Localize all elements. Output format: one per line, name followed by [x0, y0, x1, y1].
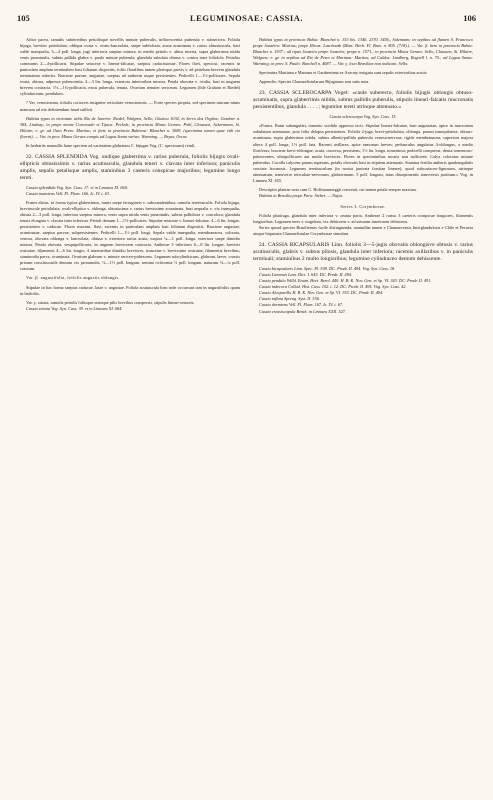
species-heading-22: 22. CASSIA SPLENDIDA Vog. undique glaberrima v. rarius puberula, foliolis bijugis ovali-ellipticis obtusissimis v. rarius acutiusculis, glandula teneri v. clavata inter inferiora; paniculis amplis, sepalis petalisque amplis, staminibus 3 casteris conspicue majoribus; legumine longo tereti. [20, 153, 240, 181]
synonym-line: Cassia crassiscapula Benth. in Linnaea XXII. 527. [259, 308, 347, 314]
synonym-line: Cassia indecora Collad. Hist. Cass. 102. t. 12. DC. Prodr. II. 495. Vog. Syn. Cass. 42. [259, 284, 407, 290]
synonym-line: Cassia pendula Willd. Enum. Hort. Berol. 440. H. B. K. Nov. Gen. et Sp. VI. 343. DC. Prodr. II. 491. [259, 278, 432, 284]
note-paragraph: Stipulae in hac forma saepius caducae, latae v. angustae. Foliola acutiuscula hinc inde occurrunt tam in angustifoliis quam in latifoliis. [20, 284, 240, 296]
note-paragraph: Descriptio plantae nota cum C. Hoffmannseggii convenit, cui tamen petala semper maxima. [259, 186, 417, 192]
page-number-left: 105 [17, 13, 30, 23]
species-heading-23: 23. CASSIA SCLEROCARPA Vogel: «caule suberecto, foliolis bijugis oblongis obtuso-acuminatis, supra glaberrimis nitidis, subtus pallidis puberulis, stipulis lineari-falcatis mucronatis persistentibus, glandula . . . . ; legumine tereti utrinque attenuato.» [253, 90, 473, 111]
page-header [17, 13, 476, 25]
right-column [253, 37, 473, 315]
running-title: LEGUMINOSAE: CASSIA. [190, 13, 303, 23]
page-number-right: 106 [463, 13, 476, 23]
note-paragraph: Series quoad species Brasilienses facile distinguenda, nonnullae tamen e Chamaecensis Interglandulosis e Chile et Peruvia atoque biquinaia Chamaefistulae Corymbosae simulant. [253, 225, 473, 237]
description-paragraph: Foliola pluriiuga, glandula inter inferiora v. omnia paria. Antherae 2 rarius 3 caeteris conspicue longiores, filamentis longioribus. Legumen teres v. turgidum, vix dehiscens v. ad suturam interiorem dehiscens. [253, 212, 473, 225]
note-paragraph: In herbariis nonnullis hane speciem ad varietatem glabratam C. bijugae Vog. (C. speciosam) retuli. [26, 142, 196, 148]
description-paragraph: Arbor parva, ramulis subteretibus petiolisque novellis minute puberulis, inflorescentia puberula v. subsericea. Foliola bijuga, breviter petiolulata, obliqua ovata v. ovato-lanceolata, saepe subfalcata, acuta acuminata v. rarius obtusiuscula, basi valde inaequalia, 3—4 poll. longa, jugi inferioris saepius minora, in medio petiolo v. altius inserta, supra glaberrima nitida venis prominulis, subtus pallida glabra v. paulo minute puberula; glandula subulata obtusa v. conica inter foliolola. Petiolus communis 2—4-pollicaris. Stipulae setaceae v. lineari-falcatae, saepius caducissimae. Flores flavi, speciosi, racemis in paniculam amplam terminalem basi foliatam dispositis, foliis floralibus tamen plerisque parvis v. ad petiolum brevem glandula terminatum redactis. Bracteae parvae, angustae, saepius ad anthesin usque persistentes. Pedicelli 1—1½-pollicares. Sepala ovata, obtusa, adpresse pubescentia, 2—3 lin. longa, exteriora interioribus minora. Petala obovata v. ovalia, basi in unguem brevem contracta, 1½—1¾-pollicaria, extus puberula, tenuia. Ovarium tenuiter sericeum. Legumen (fide Graham et Riedel) cylindraceum, pendulum. [20, 37, 240, 97]
synonym-line: Cassia inflata Spreng. Syst. II. 336. [259, 296, 320, 302]
variety-line: Var. β. angustifolia, foliolis angustis oblongis. [26, 275, 120, 281]
habitat-paragraph: Habitat in Brasilia prope Para: Sieber. — Najas. [259, 192, 344, 198]
synonym-line: Cassia splendida Vog. Syn. Cass. 17. et in Linnaea XI. 660. [26, 184, 128, 190]
synonym-line: Cassia striata Vog. Syn. Cass. 39. et in Linnaea XI. 684. [26, 305, 123, 311]
appendix-line: Appendix: Species Chamaefistularum Bijugarum non satis nota. [259, 79, 370, 85]
left-column [20, 37, 240, 312]
description-paragraph: Frutex elatus, in forma typica glaberrimus, ramis saepe ferrugineis v. subscandentibus, ramulis teretiusculis. Foliola bijuga, breviuscule petiolulata, ovali-elliptica v. oblonga, obtusissima v. rarius brevissime acuminata, basi aequalia v. vix inaequalia, obtusa 2—3 poll. longa, inferiora saepius minora, venis supra nitida venis prominulis, subtus pallidiora v. concolora; glandula tenuis elongata v. clavata inter inferiora. Petioli demum 1—1½-pollicares. Stipulae setaceae v. lineari-falcatae, 4—6 lin. longae, persistentes v. caducae. Flores maximi, flavi, racemis in paniculam amplam basi foliatam dispositis. Bracteae angustae, acuminatae, saepius parvae, subpersistentes. Pedicelli 1—1½ poll. longi. Sepala valde inaequalia, membranacea, colorata, venosa, obovata oblonga v. lanceolata, obtusa v. exteriora rarius acuta, majora ¼—1 poll. longa, exteriora saepe dimidio minora. Petala obovata, sesquipollicaria, in unguem breviorem contracta. Antherae 3 inferiores 6—8 lin. longae, breviter rostratae, filamentis 4—6 lin. longis; 4 intermediae dimidio breviores, truncatae v. brevissime rostratae, filamentis brevibus; staminodia parva, acuminata. Ovarium glabrum v. minute sericeo-pubescens. Legumen subcylindricum, glabrum, laeve, crassis prioum crassinscusile demum vix prominulis, ⅓—1½ poll. longum, semina oviformia ⅓ poll. longum, naturum ⅛—¼ poll. crassum. [20, 199, 240, 272]
habitat-paragraph: Habitat typus in vicinitate urbis Rio de Janeiro: Riedel, Widgren, Sello, Glaziou 1034, in Serra dos Orgãos; Gardner n. 384, Lindsay; in prope monte Corcovado et Tijuca: Peckolt; in provincia Minas Geraes: Pohl, Claussen, Ackermann, St. Hilaire; e. gr. ad Ouro Preto: Martius; et forte in provincia Bahiensi: Blanchet n. 3085. (specimina tamen quae vidi vix florent). — Var. in prov. Minas Geraes campis ad Lagoa Santa varias: Warming. — Bryas, Orcas. [20, 115, 240, 139]
synonym-line: Cassia Limensis Lam. Dict. I. 643. DC. Prodr. II. 494. [259, 272, 353, 278]
description-paragraph: «Frutex. Rami subangulati, tomento sordido appresso tecti. Stipulae lineari-falcatae, basi angustatae, apice in mucronem subulatum attenuatae, post folia delapsa persistentes. Foliola 2-juga, brevi-petiolulata, oblonga, parum inaequilatera, obtuso-acuminata, supra glaberrima nitida, subtus albenti-pallida puberula venosa-nervosa, rigide membranacea, superiora majora altera 4 poll. longa, 1½ poll. lata. Racemi axillares, apice ramorum breves; pedunculus angulatus 4-oblongus, a medio floriferus; bracteae brevi-oblongae, acuta, convexa, persistens, 1½ lin. longa, tomentosa; pedicelli compressi, densa tomentoso-pubescentes, ultrapollicares aut multo breviores. Flores in speciminibus nostris non sufficient. Calyx coloratus minute puberulus. Corolla calycem parum superans, petalis obovatis basi in stipitem attenuatis. Stamina fertilia antheris quadrangulatis cruciate lacunosis. Legumen teretiusculum (in nostra junioria forsitan lineare), quod subcoriaceo-lignosum, utrinque attenuatum, transverse reticulato-nervosum, glaberrimum, 5 poll. longum, intus dissepimentis transversis partitum.» Vog. in Linnaea XI. 655. [253, 123, 473, 183]
synonym-line: Cassia dormiens Vell. Fl. Flum. 167. Ic. IV. t. 67. [259, 302, 344, 308]
synonym-line: Cassia mansiens Vell. Fl. Flum. 166. Ic. IV. t. 63. [26, 190, 111, 196]
series-heading: Series 3. Corymbosae. [340, 203, 386, 209]
synonym-line: Cassia bicapsularis Linn. Spec. Pl. 538. DC. Prodr. II. 494. Vog. Syn. Cass. 18. [259, 266, 396, 272]
variety-paragraph: ? Var. venosissima, foliolis coriaceis insigniter reticulato-venosissimis. — Forte species propria, sed specimen unicum nimis mancum ad rite definiendum haud sufficit. [20, 100, 240, 112]
synonym-line: Cassia sclerocarpa Vog. Syn. Cass. 15. [329, 114, 397, 120]
habitat-paragraph: Habitat typus in provincia Bahia: Blanchet n. 153 bis. 1346. 2370. 3456., Salzmann; in sepibus ad flumen S. Francisco prope Joazeiro: Martius; prope Ilheus: Luschnath (Mart. Herb. Fl. Bras. n. 805. (718).). — Var. β. item in provincia Bahia: Blanchet n. 1937.; ad ripas Joazeiro prope Joazeiro; prope n. 1571.; in provincia Minas Geraes: Sello, Claussen, St. Hilaire, Widgren; e. gr. in sepibus ad Rio de Petro et Mariana: Martius; ad Caldas: Lindberg, Regnell l. n. 70.; ad Lagoa Santa: Warming; in prov. S. Paulo: Burchell n. 4687. — Var. γ. loco Brasiliae non indicato: Sello. [253, 37, 473, 67]
species-heading-24: 24. CASSIA BICAPSULARIS Linn. foliolis 3—5-jugis obovatis oblongisve obtusis v. rarius acutiusculis, glabris v. subtus pilosis, glandula inter inferiora; racemis axillaribus v. in paniculis terminali; staminibus 2 multo longioribus; legumine cylindraceo demum dehiscente. [253, 242, 473, 263]
variety-line: Var. γ. striata, ramulis petiolis foliisque utrinque pilis brevibus conspersis, stipulis lineari-setaceis. [26, 299, 195, 305]
note-paragraph: Specimina Martiana e Mariana et Gardneriana ex Aracaty insignia sunt sepalis exterioribus acutis. [259, 70, 428, 76]
synonym-line: Cassia Alcaparillo H. B. K. Nov. Gen. et Sp. VI. 355. DC. Prodr. II. 494. [259, 290, 384, 296]
